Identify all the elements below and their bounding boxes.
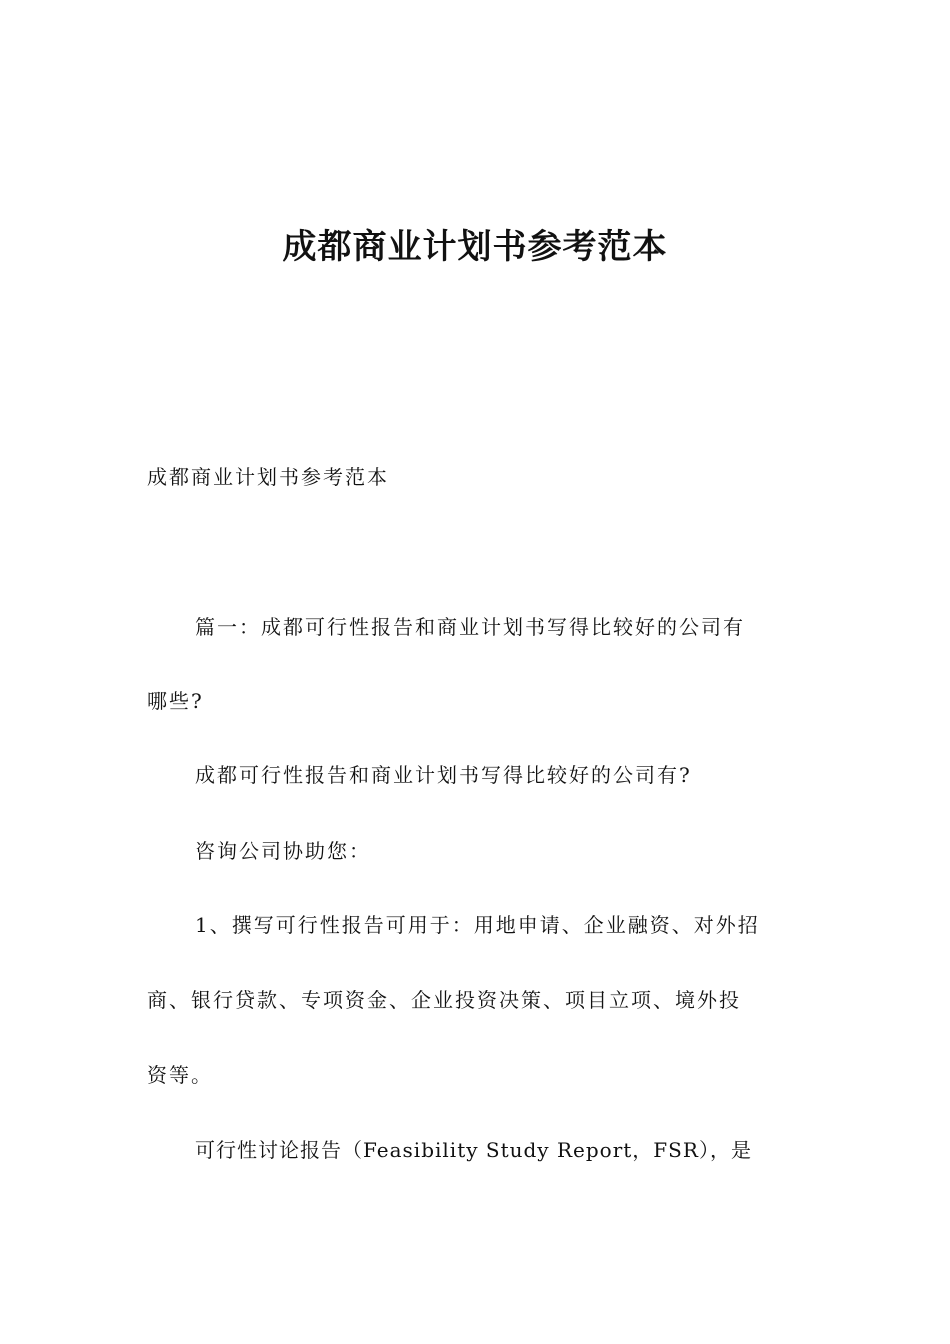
paragraph-line: 咨询公司协助您：	[195, 839, 371, 863]
paragraph-line: 篇一：成都可行性报告和商业计划书写得比较好的公司有	[195, 615, 745, 639]
paragraph-line: 哪些?	[147, 689, 204, 713]
paragraph-line: 可行性讨论报告（Feasibility Study Report，FSR），是	[195, 1138, 752, 1162]
paragraph-line: 资等。	[147, 1063, 213, 1087]
document-title: 成都商业计划书参考范本	[282, 227, 668, 267]
document-subtitle: 成都商业计划书参考范本	[147, 465, 389, 489]
paragraph-line: 商、银行贷款、专项资金、企业投资决策、项目立项、境外投	[147, 988, 741, 1012]
paragraph-line: 1、撰写可行性报告可用于：用地申请、企业融资、对外招	[195, 913, 760, 937]
paragraph-line: 成都可行性报告和商业计划书写得比较好的公司有?	[195, 763, 692, 787]
